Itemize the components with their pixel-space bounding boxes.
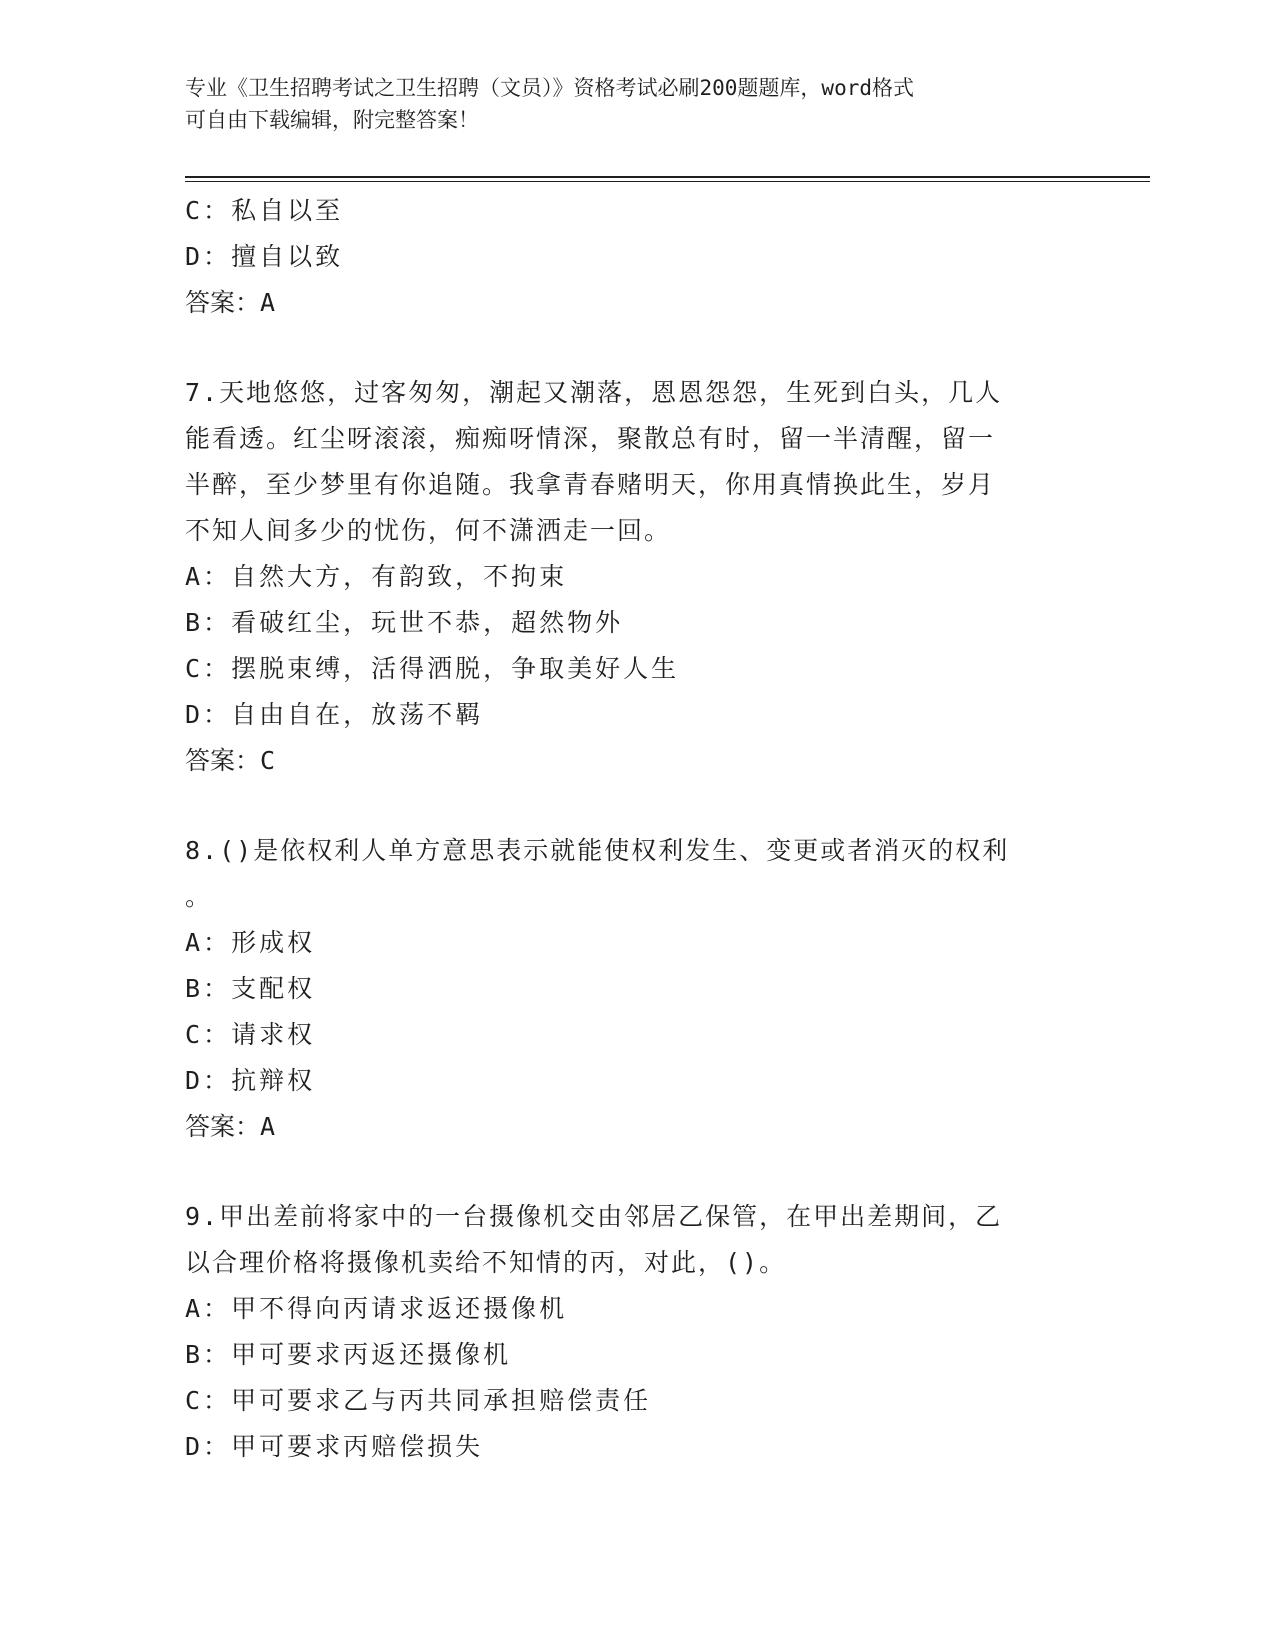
option-d: D：自由自在，放荡不羁 — [185, 700, 484, 729]
option-d: D：甲可要求丙赔偿损失 — [185, 1432, 484, 1461]
question-8 — [185, 828, 1065, 1150]
answer-line: 答案：C — [185, 746, 276, 775]
option-c: C：私自以至 — [185, 196, 344, 225]
answer-line: 答案：A — [185, 1112, 276, 1141]
question-6-tail — [185, 188, 1065, 326]
option-c: C：请求权 — [185, 1020, 316, 1049]
option-a: A：自然大方，有韵致，不拘束 — [185, 562, 568, 591]
header-rule-thin — [185, 181, 1150, 182]
header-line-1: 专业《卫生招聘考试之卫生招聘（文员）》资格考试必刷200题题库，word格式 — [185, 76, 914, 100]
question-stem-line: 。 — [185, 882, 213, 911]
question-9 — [185, 1194, 1065, 1470]
option-d: D：抗辩权 — [185, 1066, 316, 1095]
question-stem-line: 不知人间多少的忧伤，何不潇洒走一回。 — [185, 516, 672, 545]
question-stem-line: 9.甲出差前将家中的一台摄像机交由邻居乙保管，在甲出差期间，乙 — [185, 1202, 1003, 1231]
header-rule-thick — [185, 176, 1150, 178]
question-stem-line: 8.()是依权利人单方意思表示就能使权利发生、变更或者消灭的权利 — [185, 836, 1010, 865]
option-a: A：甲不得向丙请求返还摄像机 — [185, 1294, 568, 1323]
option-c: C：摆脱束缚，活得洒脱，争取美好人生 — [185, 654, 680, 683]
question-stem-line: 7.天地悠悠，过客匆匆，潮起又潮落，恩恩怨怨，生死到白头，几人 — [185, 378, 1003, 407]
question-7 — [185, 370, 1065, 784]
question-stem-line: 半醉，至少梦里有你追随。我拿青春赌明天，你用真情换此生，岁月 — [185, 470, 996, 499]
question-list — [185, 188, 1065, 1470]
question-stem-line: 以合理价格将摄像机卖给不知情的丙，对此，()。 — [185, 1248, 787, 1277]
page-header — [185, 72, 1065, 136]
option-b: B：甲可要求丙返还摄像机 — [185, 1340, 512, 1369]
question-stem-line: 能看透。红尘呀滚滚，痴痴呀情深，聚散总有时，留一半清醒，留一 — [185, 424, 996, 453]
option-c: C：甲可要求乙与丙共同承担赔偿责任 — [185, 1386, 652, 1415]
option-b: B：支配权 — [185, 974, 316, 1003]
option-b: B：看破红尘，玩世不恭，超然物外 — [185, 608, 624, 637]
answer-line: 答案：A — [185, 288, 276, 317]
option-a: A：形成权 — [185, 928, 316, 957]
option-d: D：擅自以致 — [185, 242, 344, 271]
header-line-2: 可自由下载编辑，附完整答案！ — [185, 108, 479, 132]
